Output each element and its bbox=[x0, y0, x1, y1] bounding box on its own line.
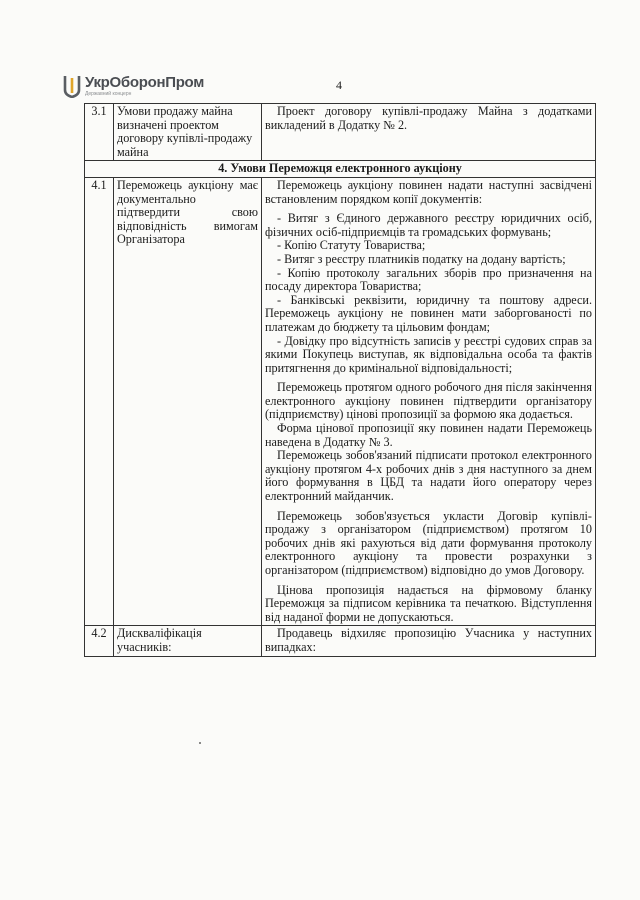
table-row bbox=[85, 177, 596, 625]
page-number: 4 bbox=[336, 78, 342, 92]
row-label: Дискваліфікація учасників: bbox=[114, 626, 262, 656]
company-logo bbox=[62, 74, 204, 98]
logo-text: УкрОборонПром bbox=[85, 74, 205, 91]
table-row bbox=[85, 626, 596, 656]
row-label: Переможець аукціону має документально підтвердити свою відповідність вимогам Організатора bbox=[114, 177, 262, 625]
list-item: - Витяг з реєстру платників податку на додану вартість; bbox=[277, 251, 566, 266]
paragraph: Цінова пропозиція надається на фірмовому бланку Переможця за підписом керівника та печаткою. Відступлення від наданої форми не допускаються. bbox=[265, 582, 592, 624]
row-number: 4.1 bbox=[85, 177, 114, 625]
paragraph: Продавець відхиляє пропозицію Учасника у наступних випадках: bbox=[265, 626, 592, 654]
table-row bbox=[85, 104, 596, 161]
paragraph: Проект договору купівлі-продажу Майна з додатками викладений в Додатку № 2. bbox=[265, 104, 592, 132]
paragraph: Переможець протягом одного робочого дня після закінчення електронного аукціону повинен підтвердити організатору (підприємству) цінові пропозиції за формою яка додається. bbox=[265, 380, 592, 422]
list-item: - Копію Статуту Товариства; bbox=[277, 238, 426, 253]
row-content bbox=[262, 626, 596, 656]
row-number: 4.2 bbox=[85, 626, 114, 656]
section-header-row bbox=[85, 161, 596, 178]
row-label: Умови продажу майна визначені проектом договору купівлі-продажу майна bbox=[114, 104, 262, 161]
logo-wordmark bbox=[85, 75, 204, 97]
scan-speck bbox=[199, 742, 201, 744]
row-content bbox=[262, 104, 596, 161]
paragraph: Форма цінової пропозиції яку повинен надати Переможець наведена в Додатку № 3. bbox=[265, 421, 592, 449]
paragraph: Переможець зобов'язується укласти Договір купівлі-продажу з організатором (підприємством) протягом 10 робочих днів які рахуються від дати формування протоколу електронного аукціону та провести розрахунки з організатором (підприємством) відповідно до умов Договору. bbox=[265, 508, 592, 577]
paragraph: Переможець зобов'язаний підписати протокол електронного аукціону протягом 4-х робочих днів з дня наступного за днем його формування в ЦБД та надати його оператору через електронний майданчик. bbox=[265, 448, 592, 504]
conditions-table bbox=[84, 103, 596, 657]
section-title: 4. Умови Переможця електронного аукціону bbox=[85, 161, 596, 178]
list-item: - Банківські реквізити, юридичну та поштову адреси. Переможець аукціону не повинен мати заборгованості по платежам до бюджету та цільовим фондам; bbox=[265, 292, 592, 334]
paragraph: Переможець аукціону повинен надати наступні засвідчені встановленим порядком копії документів: bbox=[265, 177, 592, 206]
logo-subtext: Державний концерн bbox=[85, 91, 132, 97]
ukroboronprom-logo-icon bbox=[62, 74, 82, 98]
list-item: - Витяг з Єдиного державного реєстру юридичних осіб, фізичних осіб-підприємців та громадських формувань; bbox=[265, 211, 592, 239]
row-content bbox=[262, 177, 596, 625]
list-item: - Довідку про відсутність записів у реєстрі судових справ за якими Покупець виступав, як відповідальна особа та фактів притягнення до кримінальної відповідальності; bbox=[265, 333, 592, 375]
row-number: 3.1 bbox=[85, 104, 114, 161]
list-item: - Копію протоколу загальних зборів про призначення на посаду директора Товариства; bbox=[265, 265, 592, 294]
